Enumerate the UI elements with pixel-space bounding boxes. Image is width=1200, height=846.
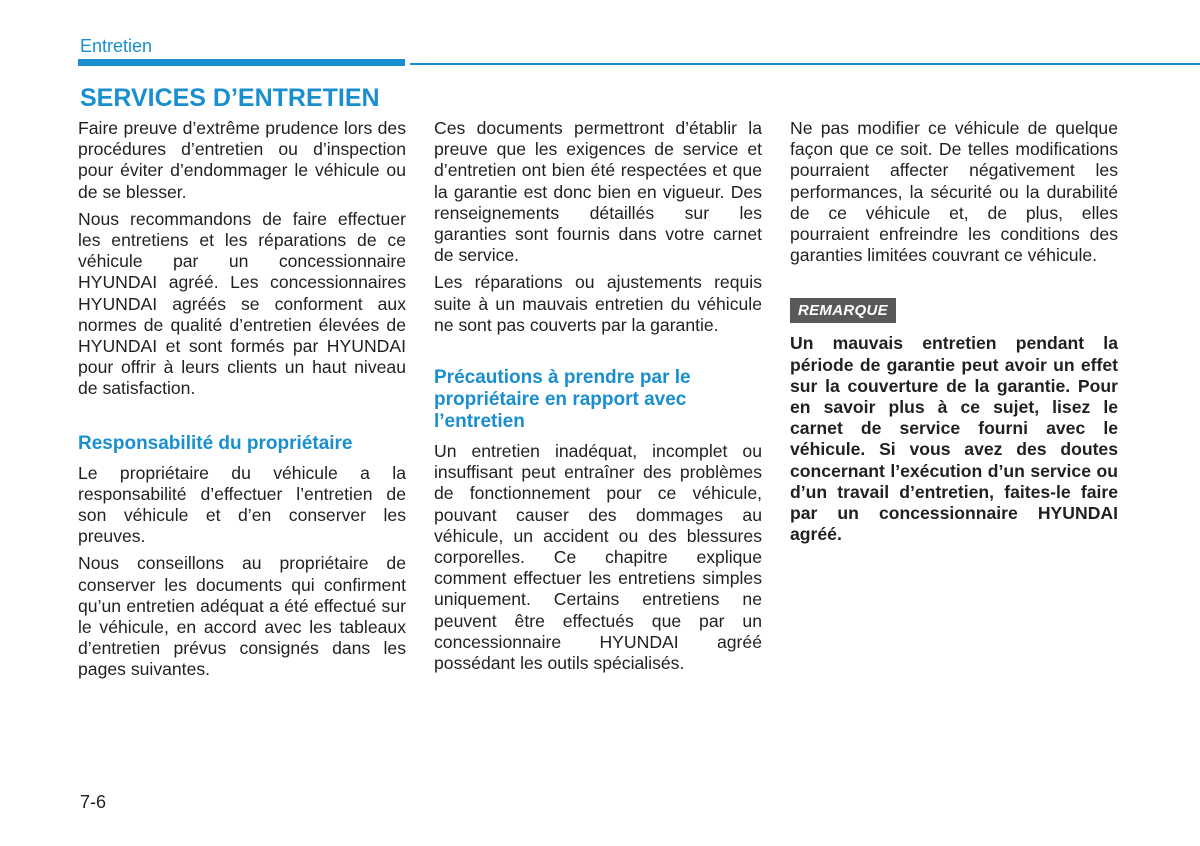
paragraph-keep-documents: Nous conseillons au propriétaire de conserver les documents qui confirment qu’un entretien adéquat a été effectué sur le véhicule, en accord avec les tableaux d’entretien prévus consignés dans les pages suivantes. (78, 553, 406, 680)
section-label: Entretien (80, 36, 153, 56)
subheading-owner-precautions: Précautions à prendre par le propriétaire en rapport avec l’entretien (434, 367, 691, 433)
paragraph-repairs-not-covered: Les réparations ou ajustements requis suite à un mauvais entretien du véhicule ne sont pas couverts par la garantie. (434, 272, 762, 335)
column-middle (434, 118, 762, 674)
header-bar-thick (78, 59, 405, 66)
header-bar-thin (410, 63, 1200, 65)
note-badge: REMARQUE (790, 298, 896, 323)
paragraph-documents-proof: Ces documents permettront d’établir la preuve que les exigences de service et d’entretien ont bien été respectées et que la garantie est donc bien en vigueur. Des renseignements détaillés sur les garanties sont fournis dans votre carnet de service. (434, 118, 762, 266)
paragraph-caution: Faire preuve d’extrême prudence lors des procédures d’entretien ou d’inspection pour éviter d’endommager le véhicule ou de se blesser. (78, 118, 406, 202)
note-text: Un mauvais entretien pendant la période de garantie peut avoir un effet sur la couverture de la garantie. Pour en savoir plus à ce sujet, lisez le carnet de service fourni avec le véhicule. Si vous avez des doutes concernant l’exécution d’un service ou d’un travail d’entretien, faites-le faire par un concessionnaire HYUNDAI agréé. (790, 333, 1118, 545)
paragraph-no-modification: Ne pas modifier ce véhicule de quelque façon que ce soit. De telles modifications pourraient affecter négativement les performances, la sécurité ou la durabilité de ce véhicule et, de plus, elles pourraient enfreindre les conditions des garanties limitées couvrant ce véhicule. (790, 118, 1118, 266)
page-title: SERVICES D’ENTRETIEN (80, 84, 380, 112)
column-right (790, 118, 1118, 545)
page-number: 7-6 (80, 792, 107, 812)
subheading-owner-responsibility: Responsabilité du propriétaire (78, 432, 353, 454)
paragraph-owner-responsibility: Le propriétaire du véhicule a la responsabilité d’effectuer l’entretien de son véhicule et d’en conserver les preuves. (78, 462, 406, 547)
paragraph-recommendation: Nous recommandons de faire effectuer les entretiens et les réparations de ce véhicule par un concessionnaire HYUNDAI agréé. Les concessionnaires HYUNDAI agréés se conforment aux normes de qualité d’entretien élevées de HYUNDAI et sont formés par HYUNDAI pour offrir à leurs clients un haut niveau de satisfaction. (78, 208, 406, 399)
paragraph-inadequate-maintenance: Un entretien inadéquat, incomplet ou insuffisant peut entraîner des problèmes de fonctionnement pour ce véhicule, pouvant causer des dommages au véhicule, un accident ou des blessures corporelles. Ce chapitre explique comment effectuer les entretiens simples uniquement. Certains entretiens ne peuvent être effectués que par un concessionnaire HYUNDAI agréé possédant les outils spécialisés. (434, 441, 762, 674)
column-left (78, 118, 406, 681)
